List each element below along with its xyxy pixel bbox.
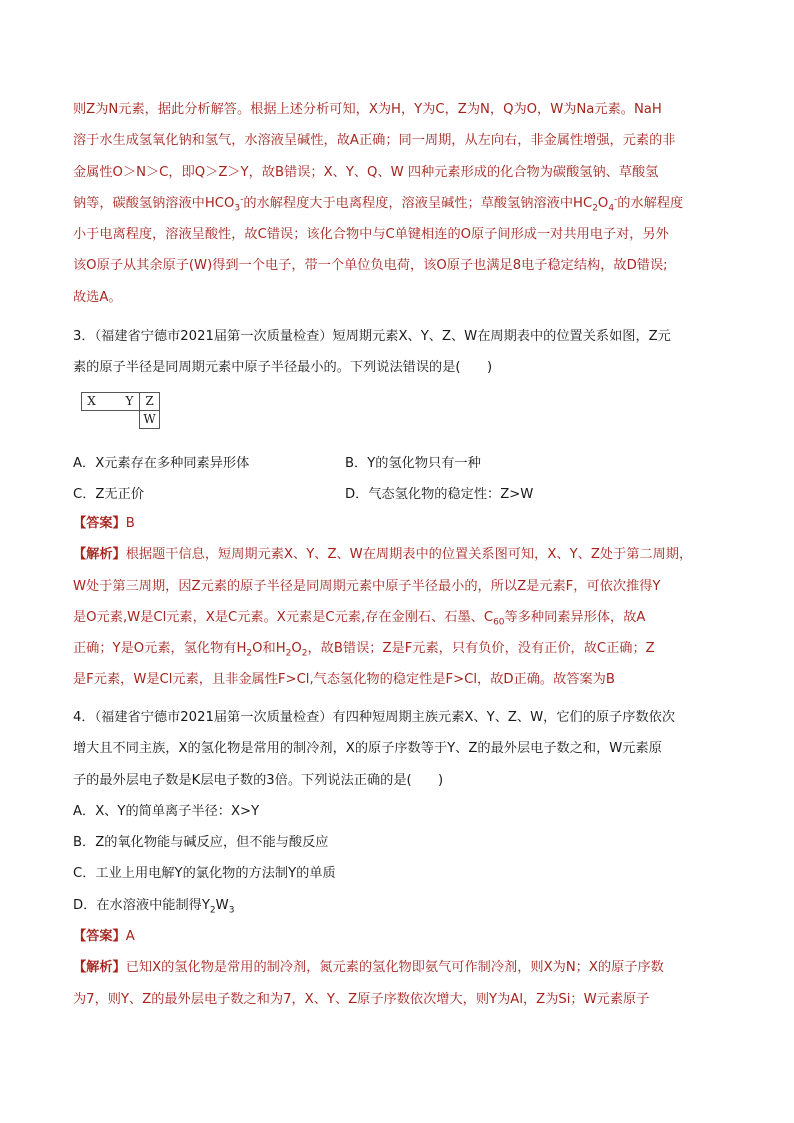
text-line: 子的最外层电子数是K层电子数的3倍。下列说法正确的是( ) xyxy=(73,772,444,788)
periodic-table-fragment xyxy=(81,392,160,429)
cell-w: W xyxy=(140,411,160,429)
text-line: 溶于水生成氢氧化钠和氢气，水溶液呈碱性，故A正确；同一周期，从左向右，非金属性增强，元素的非 xyxy=(73,133,676,149)
q3-option-b: B．Y的氢化物只有一种 xyxy=(345,456,481,471)
text-line: 3．（福建省宁德市2021届第一次质量检查）短周期元素X、Y、Z、W在周期表中的位置关系如图，Z元 xyxy=(73,329,671,344)
text-line: 该O原子从其余原子(W)得到一个电子，带一个单位负电荷，该O原子也满足8电子稳定结构，故D错误; xyxy=(73,258,668,274)
text-line: 钠等，碳酸氢钠溶液中$HCO_3^-$的水解程度大于电离程度，溶液呈碱性；草酸氢钠溶液中$HC_2O_4^-$的水解程度 xyxy=(73,194,684,214)
question-3-stem xyxy=(73,321,725,384)
text-line: 为7，则Y、Z的最外层电子数之和为7，X、Y、Z原子序数依次增大，则Y为Al，Z为Si；W元素原子 xyxy=(73,991,650,1007)
cell-x: X xyxy=(82,393,102,411)
question-4 xyxy=(73,702,725,921)
answer-label: 【答案】 xyxy=(73,516,126,531)
q3-option-c: C．Z无正价 xyxy=(73,487,144,502)
cell-y: Y xyxy=(120,393,140,411)
text-line: W处于第三周期，因Z元素的原子半径是同周期元素中原子半径最小的，所以Z是元素F，可依次推得Y xyxy=(73,578,661,594)
cell-blank xyxy=(101,393,120,411)
text-line: 故选A。 xyxy=(73,289,122,305)
text-line: 是F元素，W是Cl元素，且非金属性F>Cl,气态氢化物的稳定性是F>Cl，故D正确。故答案为B xyxy=(73,672,615,688)
q4-answer-analysis xyxy=(73,921,725,1015)
text-line: 金属性O＞N＞C，即Q＞Z＞Y，故B错误；X、Y、Q、W 四种元素形成的化合物为碳酸氢钠、草酸氢 xyxy=(73,164,659,180)
analysis-label: 【解析】 xyxy=(73,547,126,563)
text-line: 正确；Y是O元素，氢化物有$H_2O$和$H_2O_2$，故B错误；Z是F元素，只有负价，没有正价，故C正确；Z xyxy=(73,641,655,659)
text-line: 是O元素,W是Cl元素，X是C元素。X元素是C元素,存在金刚石、石墨、$C_{60}$等多种同素异形体，故A xyxy=(73,609,646,628)
answer-line xyxy=(73,921,725,952)
q4-option-c: C．工业上用电解Y的氯化物的方法制Y的单质 xyxy=(73,866,336,882)
q4-option-b: B．Z的氧化物能与碱反应，但不能与酸反应 xyxy=(73,835,329,851)
text-line: 4．（福建省宁德市2021届第一次质量检查）有四种短周期主族元素X、Y、Z、W，它们的原子序数依次 xyxy=(73,710,676,725)
answer-line xyxy=(73,508,725,539)
text-line: 则Z为N元素，据此分析解答。根据上述分析可知，X为H，Y为C，Z为N，Q为O，W为Na元素。NaH xyxy=(73,102,662,117)
cell-z: Z xyxy=(140,393,160,411)
text-line: 【解析】根据题干信息，短周期元素X、Y、Z、W在周期表中的位置关系图可知，X、Y、Z处于第二周期， xyxy=(73,547,693,563)
analysis-label: 【解析】 xyxy=(73,960,126,976)
answer-label: 【答案】 xyxy=(73,929,126,944)
answer-value: B xyxy=(125,516,135,531)
text-line: 小于电离程度，溶液呈酸性，故C错误；该化合物中与C单键相连的O原子间形成一对共用电子对，另外 xyxy=(73,227,669,243)
text-line: 素的原子半径是同周期元素中原子半径最小的。下列说法错误的是( ) xyxy=(73,360,493,376)
text-line: 增大且不同主族，X的氢化物是常用的制冷剂，X的原子序数等于Y、Z的最外层电子数之和，W元素原 xyxy=(73,741,662,757)
q2-analysis-continuation xyxy=(73,94,725,313)
q4-option-a: A．X、Y的简单离子半径：X>Y xyxy=(73,803,260,819)
q3-answer-analysis xyxy=(73,508,725,696)
q4-option-d: D．在水溶液中能制得$Y_2W_3$ xyxy=(73,897,235,916)
q3-option-d: D．气态氢化物的稳定性：Z>W xyxy=(345,487,534,502)
q3-option-a: A．X元素存在多种同素异形体 xyxy=(73,456,250,471)
text-line: 【解析】已知X的氢化物是常用的制冷剂，氮元素的氢化物即氨气可作制冷剂，则X为N；X的原子序数 xyxy=(73,960,664,976)
answer-value: A xyxy=(125,929,135,944)
